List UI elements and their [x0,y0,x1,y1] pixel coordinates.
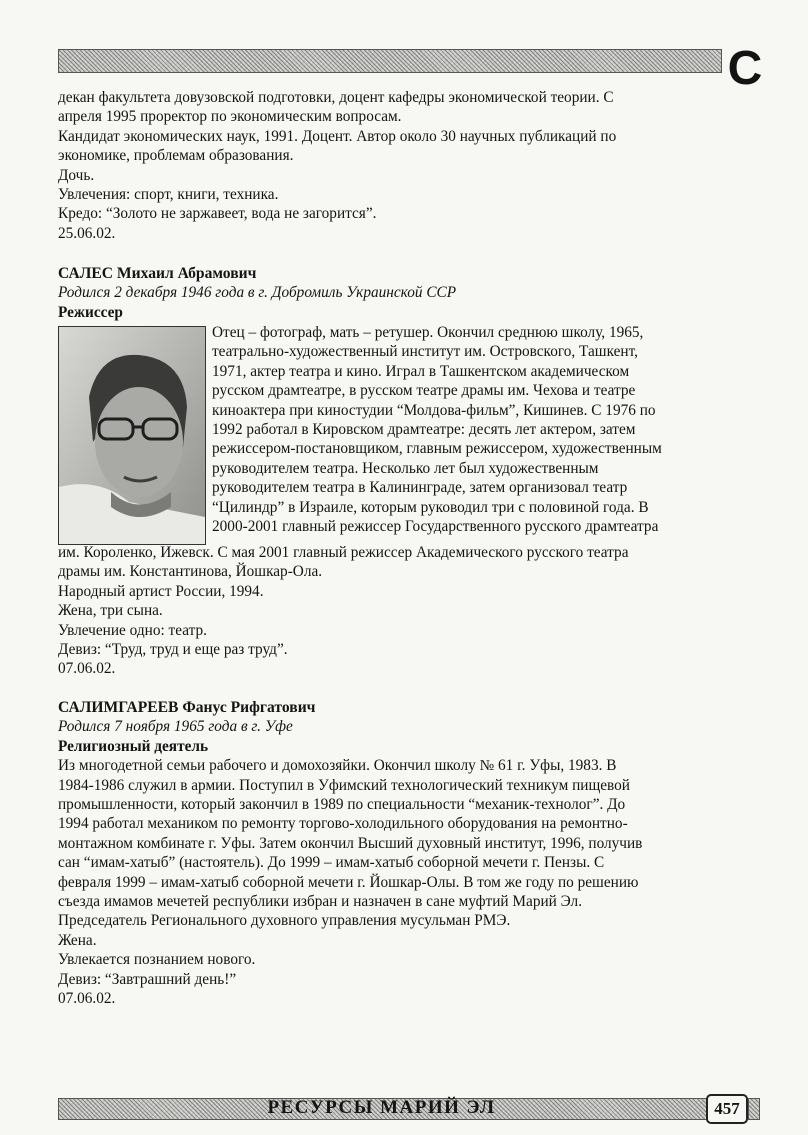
entry-sales-header [58,264,753,322]
text-line: Председатель Регионального духовного управления мусульман РМЭ. [58,912,511,930]
text-line: 1992 работал в Кировском драмтеатре: десять лет актером, затем [212,421,636,439]
text-line: 25.06.02. [58,224,116,242]
text-line: русском драмтеатре, в русском театре драмы им. Чехова и театре [212,382,636,400]
text-line: Дочь. [58,166,95,184]
text-line: февраля 1999 – имам-хатыб соборной мечети г. Йошкар-Олы. В том же году по решению [58,873,639,891]
text-line: Жена, три сына. [58,602,163,620]
text-line: руководителем театра в Калининграде, затем организовал театр [212,479,628,497]
text-line: 1984-1986 служил в армии. Поступил в Уфимский технологический техникум пищевой [58,776,630,794]
footer-title [58,1095,705,1121]
footer-tail-bar [748,1098,760,1120]
text-line: Увлечения: спорт, книги, техника. [58,186,279,204]
text-line: промышленности, который закончил в 1989 по специальности “механик-технолог”. До [58,796,626,814]
page-number: 457 [706,1094,748,1124]
text-line: им. Короленко, Ижевск. С мая 2001 главный режиссер Академического русского театра [58,544,629,561]
text-line: Увлекается познанием нового. [58,951,256,969]
text-line: сан “имам-хатыб” (настоятель). До 1999 – имам-хатыб соборной мечети г. Пензы. С [58,854,605,872]
text-line: 07.06.02. [58,990,116,1008]
entry-sales-text [58,543,753,679]
header-decorative-bar [58,49,722,73]
text-line: съезда имамов мечетей республики избран и назначен в сане муфтий Марий Эл. [58,893,583,911]
text-line: режиссером-постановщиком, главным режиссером, художественным [212,440,662,458]
portrait-illustration [59,327,205,544]
text-line: декан факультета довузовской подготовки, доцент кафедры экономической теории. С [58,89,614,106]
footer-title-text: РЕСУРСЫ МАРИЙ ЭЛ [267,1097,496,1118]
text-line: апреля 1995 проректор по экономическим вопросам. [58,108,402,126]
text-line: руководителем театра. Несколько лет был художественным [212,459,599,477]
text-line: 07.06.02. [58,660,116,678]
text-line: Девиз: “Завтрашний день!” [58,970,237,988]
text-line: монтажном комбинате г. Уфы. Затем окончил Высший духовный институт, 1996, получив [58,834,643,852]
text-line: Увлечение одно: театр. [58,621,207,639]
text-line: драмы им. Константинова, Йошкар-Ола. [58,563,323,581]
portrait-photo [58,326,206,545]
text-line: “Цилиндр” в Израиле, которым руководил три с половиной года. В [212,498,649,516]
text-line: театрально-художественный институт им. Островского, Ташкент, [212,343,638,361]
entry-salimgareev [58,698,753,1009]
text-line: киноактера при киностудии “Молдова-фильм”, Кишинев. С 1976 по [212,401,656,419]
entry-profession: Режиссер [58,303,123,321]
entry-birth: Родился 7 ноября 1965 года в г. Уфе [58,718,293,736]
text-line: 1971, актер театра и кино. Играл в Ташкентском академическом [212,362,630,380]
text-line: Девиз: “Труд, труд и еще раз труд”. [58,641,288,659]
entry-birth: Родился 2 декабря 1946 года в г. Добромиль Украинской ССР [58,284,457,302]
entry-name: САЛЕС Михаил Абрамович [58,265,257,282]
intro-text [58,88,753,243]
text-line: Народный артист России, 1994. [58,582,264,600]
text-line: Отец – фотограф, мать – ретушер. Окончил среднюю школу, 1965, [212,324,644,341]
text-line: Жена. [58,931,97,949]
entry-name: САЛИМГАРЕЕВ Фанус Рифгатович [58,699,316,716]
text-line: Из многодетной семьи рабочего и домохозяйки. Окончил школу № 61 г. Уфы, 1983. В [58,757,617,775]
text-line: Кандидат экономических наук, 1991. Доцент. Автор около 30 научных публикаций по [58,127,617,145]
entry-sales-wrapped-text [212,323,750,536]
text-line: 1994 работал механиком по ремонту торгово-холодильного оборудования на ремонтно- [58,815,628,833]
entry-profession: Религиозный деятель [58,737,209,755]
section-letter: С [727,42,763,95]
text-line: 2000-2001 главный режиссер Государственного русского драмтеатра [212,518,659,536]
text-line: Кредо: “Золото не заржавеет, вода не загорится”. [58,205,377,223]
text-line: экономике, проблемам образования. [58,147,294,165]
